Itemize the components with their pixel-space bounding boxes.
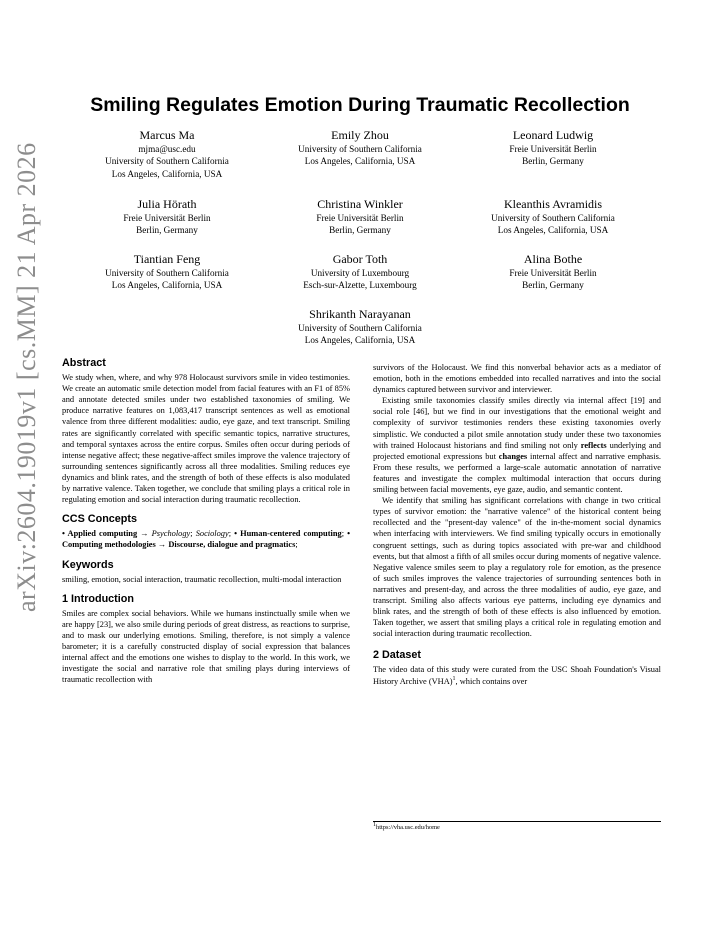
author-location: Los Angeles, California, USA [111,280,223,291]
author-affiliation: Freie Universität Berlin [123,213,211,223]
body-paragraph: survivors of the Holocaust. We find this nonverbal behavior acts as a mediator of emotion, both in the emotions embedded into recalled narratives and into the social dynamics captured between survivor and interviewer. [373,363,661,395]
author-location: Los Angeles, California, USA [304,335,416,346]
ccs-term: • Applied computing [62,529,138,539]
left-column [62,358,350,685]
ccs-term: • Computing methodologies [62,529,351,550]
author-email: mjma@usc.edu [138,144,196,154]
author-name: Marcus Ma [139,128,195,142]
author-block [57,197,277,237]
author-name: Julia Hörath [137,197,197,211]
ccs-concepts [62,528,350,550]
author-location: Berlin, Germany [329,225,391,236]
author-affiliation: University of Luxembourg [310,268,410,278]
body-paragraph: We identify that smiling has significant correlations with change in two critical types of survivor emotion: the "narrative valence" of the historical content being recollected and the "present-day valence" of the in-the-moment social dynamics when interfacing with interviewers. We find smiling typically occurs in emotionally congruent settings, such as during topics associated with pre-war and childhood events, but that almost a fifth of all smiles occur during moments of negative valence. Negative valence smiles seem to play a regulatory role for emotion, as the presence of such smiles improves the valence trajectories of surrounding sentences both in narratives and present-day, and across the three modalities of audio, eye gaze, and transcript. Smiling also affects various eye patterns, including eye dynamics and blink rates, and the strength of both of these effects is also influenced by emotion. Taken together, we assert that smiling plays a critical role in regulating emotion and social interaction during traumatic recollection. [373,496,661,639]
author-affiliation: University of Southern California [105,156,229,167]
ccs-separator: ; [228,529,235,539]
author-affiliation: Freie Universität Berlin [316,213,404,223]
author-block [443,128,663,168]
author-location: Esch-sur-Alzette, Luxembourg [303,280,417,291]
ccs-separator: ; [295,540,298,550]
author-location: Berlin, Germany [522,156,584,167]
dataset-text [373,664,661,686]
keywords-heading: Keywords [62,558,114,571]
keywords-text: smiling, emotion, social interaction, traumatic recollection, multi-modal interaction [62,574,342,584]
author-block [250,128,470,168]
footnote-url[interactable]: https://vha.usc.edu/home [376,824,440,831]
author-location: Los Angeles, California, USA [111,168,223,179]
dataset-heading: 2 Dataset [373,649,422,662]
ccs-separator: ; [190,529,196,539]
ccs-heading: CCS Concepts [62,513,137,526]
author-name: Alina Bothe [523,252,583,266]
author-name: Gabor Toth [332,252,388,266]
author-affiliation: University of Southern California [298,323,422,333]
footnote-marker: 1 [373,821,376,828]
abstract-heading: Abstract [62,357,106,369]
ccs-arrow: → [137,529,152,539]
author-location: Los Angeles, California, USA [304,156,416,167]
text-run: Existing smile taxonomies classify smiles directly via internal affect [19] and social role [46], but we find in our investigations that the emotional weight and complexity of survivor testimonies renders these existing taxonomies overly simplistic. We conducted a pilot smile annotation study under these two taxonomies with trained Holocaust historians and find smiling not only [373,396,661,450]
author-block [250,197,470,237]
author-block [250,252,470,292]
author-affiliation: University of Southern California [491,213,615,223]
text-run: , which contains over [455,676,528,686]
paper-title: Smiling Regulates Emotion During Traumatic Recollection [90,94,630,116]
body-paragraph [373,395,661,495]
right-column [373,362,661,687]
author-block [57,252,277,292]
arxiv-watermark: arXiv:2604.19019v1 [cs.MM] 21 Apr 2026 [12,142,41,612]
ccs-term: Sociology [195,529,229,539]
author-affiliation: University of Southern California [298,144,422,154]
author-location: Los Angeles, California, USA [497,225,609,236]
author-block [250,307,470,347]
ccs-separator: ; [341,529,348,539]
author-name: Kleanthis Avramidis [503,197,603,211]
text-run: underlying and projected emotional expressions but [373,440,661,461]
author-name: Leonard Ludwig [512,128,594,142]
ccs-term: Discourse, dialogue and pragmatics [168,540,296,550]
author-affiliation: Freie Universität Berlin [509,144,597,154]
abstract-text: We study when, where, and why 978 Holocaust survivors smile in video testimonies. We create an automatic smile detection model from facial features with an F1 of 85% and annotate detected smiles under two established taxonomies of smiling. We produce narrative features on 1,083,417 transcript sentences as well as emotional valence from three different modalities: audio, eye gaze, and text transcript. Smiling rates are significantly correlated with specific semantic topics, narrative structures, and temporal syntaxes across the entire corpus. Smiles often occur during periods of intense negative affect; these negative-affect smiles improve the valence trajectory of surrounding sentences significantly across all three modalities. Smiling reduces eye dynamics and blink rates, and the strength of both of these effects is also modulated by narrative valence. Taken together, we conclude that smiling plays a critical role in regulating emotion and social interaction during traumatic recollection. [62,373,350,505]
text-run: The video data of this study were curated from the USC Shoah Foundation's Visual History Archive (VHA) [373,665,661,686]
author-location: Berlin, Germany [522,280,584,291]
ccs-arrow: → [155,540,169,550]
author-name: Emily Zhou [331,128,389,142]
author-block [443,197,663,237]
author-name: Shrikanth Narayanan [309,307,411,321]
author-name: Tiantian Feng [133,252,201,266]
emphasis: changes [498,451,528,461]
intro-text: Smiles are complex social behaviors. While we humans instinctually smile when we are happy [23], we also smile during periods of great distress, as reactions to surprise, and to mask our underlying emotions. Smiling, therefore, is not simply a valence barometer; it is a carefully constructed display of social expression that balances internal affect and the emotions one wishes to display to the world. In this work, we investigate the social and narrative role that smiling plays during interviews of traumatic recollection with [62,608,350,685]
author-name: Christina Winkler [317,197,403,211]
author-block [57,128,277,180]
author-affiliation: Freie Universität Berlin [509,268,597,278]
footnote-marker: 1 [452,675,456,682]
text-run: internal affect and narrative emphasis. From these results, we performed a large-scale automatic annotation of narrative features and investigate the complex multimodal interaction that occurs during smiling between facial movements, eye gaze, audio, and semantic content. [373,451,661,495]
emphasis: reflects [580,440,607,450]
intro-heading: 1 Introduction [62,592,134,605]
footnote [373,821,661,832]
ccs-term: Psychology [151,529,191,539]
author-block [443,252,663,292]
author-affiliation: University of Southern California [105,268,229,278]
author-location: Berlin, Germany [136,225,198,236]
ccs-term: • Human-centered computing [234,529,342,539]
